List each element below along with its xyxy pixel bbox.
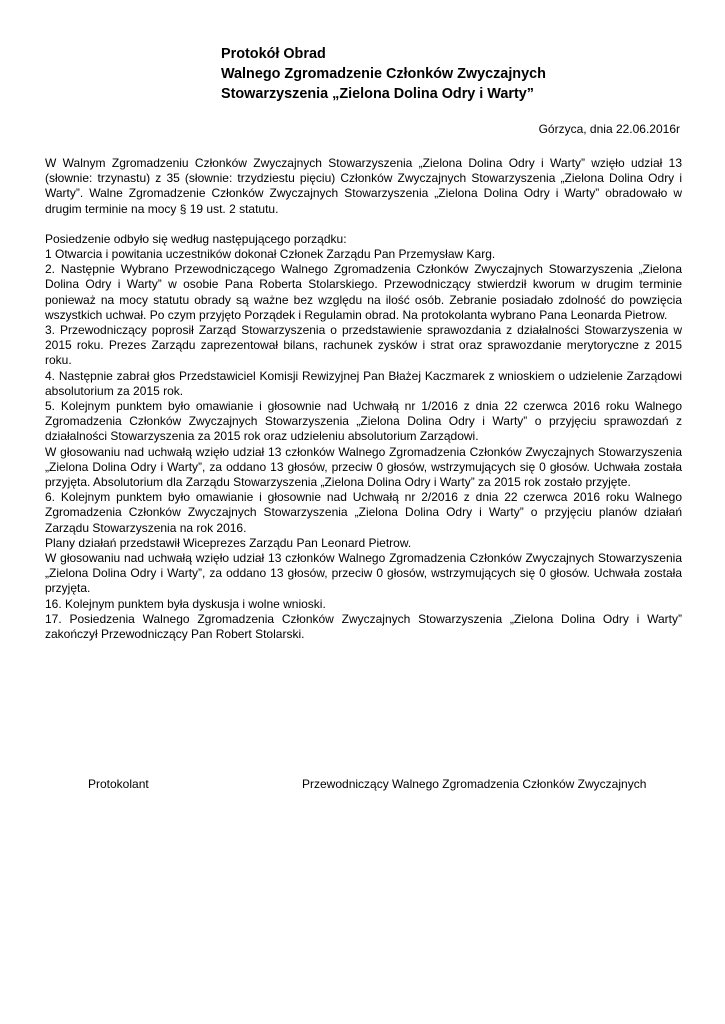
agenda-item-16: 16. Kolejnym punktem była dyskusja i wolne wnioski. [45,596,326,611]
document-title [221,44,546,104]
place-date: Górzyca, dnia 22.06.2016r [538,122,680,136]
vote-result-2: W głosowaniu nad uchwałą wzięło udział 13 członków Walnego Zgromadzenia Członków Zwyczajnych Stowarzyszenia „Zielona Dolina Odry i Warty”, za oddano 13 głosów, przeciw 0 głosów, wstrzymujących się 0 głosów. Uchwała została przyjęta. [45,551,682,596]
signature-protokolant: Protokolant [88,777,149,791]
agenda-item-17: 17. Posiedzenia Walnego Zgromadzenia Członków Zwyczajnych Stowarzyszenia „Zielona Dolina Odry i Warty” zakończył Przewodniczący Pan Robert Stolarski. [45,611,682,642]
signature-chairman: Przewodniczący Walnego Zgromadzenia Członków Zwyczajnych [302,777,647,791]
plans-presenter: Plany działań przedstawił Wiceprezes Zarządu Pan Leonard Pietrow. [45,535,412,550]
title-line-3: Stowarzyszenia „Zielona Dolina Odry i Warty” [221,86,534,102]
agenda-heading: Posiedzenie odbyło się według następującego porządku: [45,231,347,246]
agenda-item-3: 3. Przewodniczący poprosił Zarząd Stowarzyszenia o przedstawienie sprawozdania z działalności Stowarzyszenia w 2015 roku. Prezes Zarządu zaprezentował bilans, rachunek zysków i strat oraz sprawozdanie merytoryczne z 2015 roku. [45,323,682,368]
document-body [45,156,682,642]
agenda-item-4: 4. Następnie zabrał głos Przedstawiciel Komisji Rewizyjnej Pan Błażej Kaczmarek z wnioskiem o udzielenie Zarządowi absolutorium za 2015 rok. [45,368,682,398]
agenda-item-6: 6. Kolejnym punktem było omawianie i głosownie nad Uchwałą nr 2/2016 z dnia 22 czerwca 2016 roku Walnego Zgromadzenia Członków Zwyczajnych Stowarzyszenia „Zielona Dolina Odry i Warty” o przyjęciu planów działań Zarządu Stowarzyszenia na rok 2016. [45,490,682,535]
agenda-item-2: 2. Następnie Wybrano Przewodniczącego Walnego Zgromadzenia Członków Zwyczajnych Stowarzyszenia „Zielona Dolina Odry i Warty” w osobie Pana Roberta Stolarskiego. Przewodniczący stwierdził kworum w drugim terminie ponieważ na mocy statutu obrady są ważne bez względu na ilość osób. Zebranie posiadało zdolność do powzięcia wszystkich uchwał. Po czym przyjęto Porządek i Regulamin obrad. Na protokolanta wybrano Pana Leonarda Pietrow. [45,262,682,322]
vote-result-1: W głosowaniu nad uchwałą wzięło udział 13 członków Walnego Zgromadzenia Członków Zwyczajnych Stowarzyszenia „Zielona Dolina Odry i Warty”, za oddano 13 głosów, przeciw 0 głosów, wstrzymujących się 0 głosów. Uchwała została przyjęta. Absolutorium dla Zarządu Stowarzyszenia „Zielona Dolina Odry i Warty” za 2015 rok zostało przyjęte. [45,444,682,490]
title-line-1: Protokół Obrad [221,46,326,62]
agenda-item-5: 5. Kolejnym punktem było omawianie i głosownie nad Uchwałą nr 1/2016 z dnia 22 czerwca 2016 roku Walnego Zgromadzenia Członków Zwyczajnych Stowarzyszenia „Zielona Dolina Odry i Warty” o przyjęciu sprawozdań z działalności Stowarzyszenia za 2015 rok oraz udzieleniu absolutorium Zarządowi. [45,399,682,444]
intro-paragraph: W Walnym Zgromadzeniu Członków Zwyczajnych Stowarzyszenia „Zielona Dolina Odry i Warty” wzięło udział 13 (słownie: trzynastu) z 35 (słownie: trzydziestu pięciu) Członków Zwyczajnych Stowarzyszenia „Zielona Dolina Odry i Warty”. Walne Zgromadzenie Członków Zwyczajnych Stowarzyszenia „Zielona Dolina Odry i Warty” obradowało w drugim terminie na mocy § 19 ust. 2 statutu. [45,156,682,216]
title-line-2: Walnego Zgromadzenie Członków Zwyczajnych [221,66,546,82]
agenda-item-1: 1 Otwarcia i powitania uczestników dokonał Członek Zarządu Pan Przemysław Karg. [45,247,496,262]
paragraph-gap [45,217,682,232]
